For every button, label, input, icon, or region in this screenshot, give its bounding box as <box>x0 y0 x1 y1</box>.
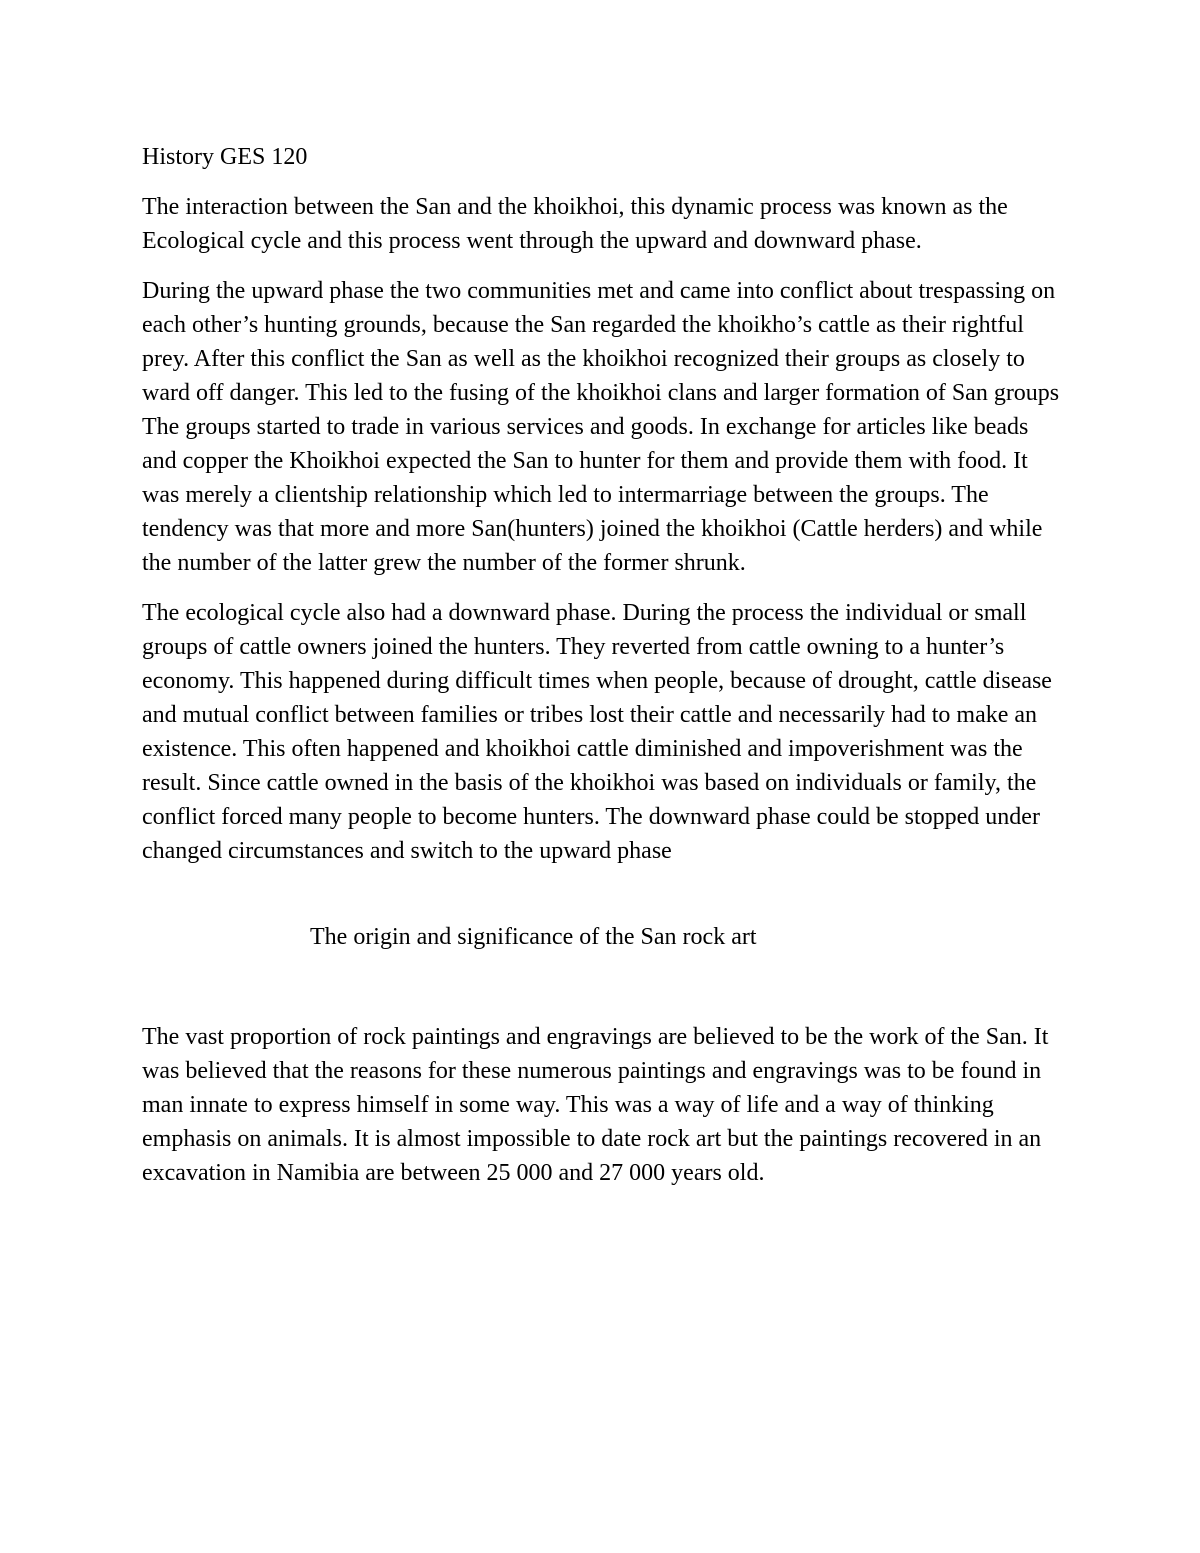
document-header: History GES 120 <box>142 144 308 170</box>
document-body <box>142 140 1067 1206</box>
paragraph-intro: The interaction between the San and the khoikhoi, this dynamic process was known as the Ecological cycle and this process went through the upward and downward phase. <box>142 194 1008 254</box>
paragraph-downward-phase: The ecological cycle also had a downward phase. During the process the individual or small groups of cattle owners joined the hunters. They reverted from cattle owning to a hunter’s economy. This happened during difficult times when people, because of drought, cattle disease and mutual conflict between families or tribes lost their cattle and necessarily had to make an existence. This often happened and khoikhoi cattle diminished and impoverishment was the result. Since cattle owned in the basis of the khoikhoi was based on individuals or family, the conflict forced many people to become hunters. The downward phase could be stopped under changed circumstances and switch to the upward phase <box>142 600 1052 864</box>
paragraph-upward-phase: During the upward phase the two communities met and came into conflict about trespassing on each other’s hunting grounds, because the San regarded the khoikho’s cattle as their rightful prey. After this conflict the San as well as the khoikhoi recognized their groups as closely to ward off danger. This led to the fusing of the khoikhoi clans and larger formation of San groups The groups started to trade in various services and goods. In exchange for articles like beads and copper the Khoikhoi expected the San to hunter for them and provide them with food. It was merely a clientship relationship which led to intermarriage between the groups. The tendency was that more and more San(hunters) joined the khoikhoi (Cattle herders) and while the number of the latter grew the number of the former shrunk. <box>142 278 1060 576</box>
paragraph-rock-art: The vast proportion of rock paintings and engravings are believed to be the work of the San. It was believed that the reasons for these numerous paintings and engravings was to be found in man innate to express himself in some way. This was a way of life and a way of thinking emphasis on animals. It is almost impossible to date rock art but the paintings recovered in an excavation in Namibia are between 25 000 and 27 000 years old. <box>142 1024 1049 1186</box>
section-title: The origin and significance of the San rock art <box>310 924 757 950</box>
